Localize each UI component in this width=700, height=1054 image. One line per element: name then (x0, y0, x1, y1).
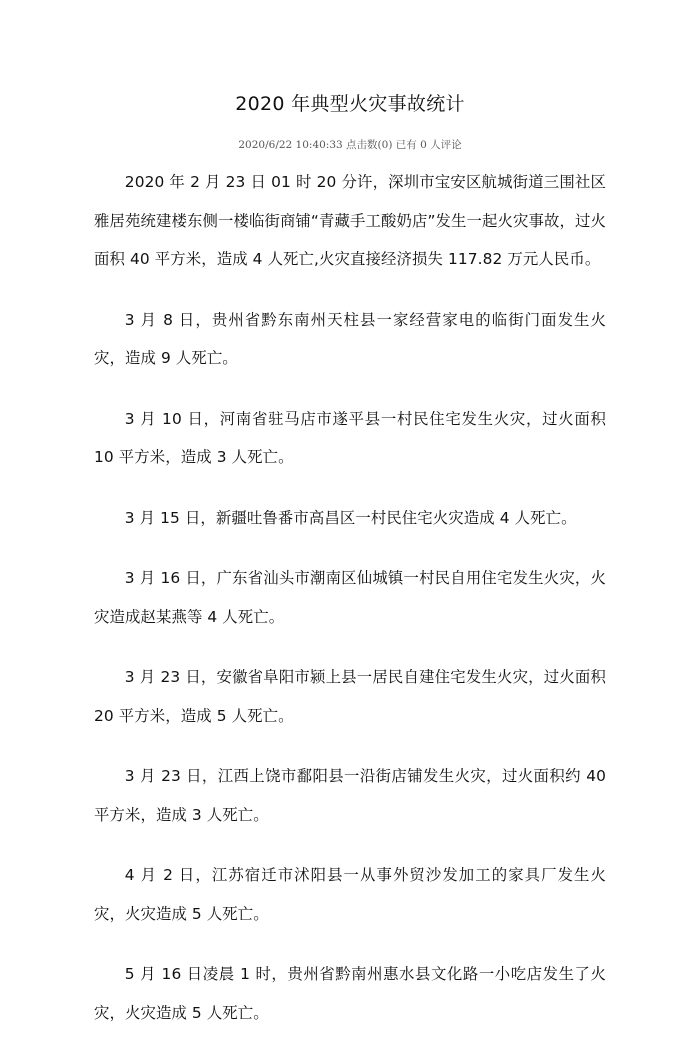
page-title: 2020 年典型火灾事故统计 (235, 93, 465, 115)
article-meta: 2020/6/22 10:40:33 点击数(0) 已有 0 人评论 (238, 139, 462, 151)
paragraph-3: 3 月 10 日，河南省驻马店市遂平县一村民住宅发生火灾，过火面积 10 平方米，造成 3 人死亡。 (94, 409, 606, 466)
paragraph-9: 5 月 16 日凌晨 1 时，贵州省黔南州惠水县文化路一小吃店发生了火灾，火灾造成 5 人死亡。 (94, 965, 606, 1022)
paragraph-8: 4 月 2 日，江苏宿迁市沭阳县一从事外贸沙发加工的家具厂发生火灾，火灾造成 5 人死亡。 (94, 866, 606, 923)
paragraph-1: 2020 年 2 月 23 日 01 时 20 分许，深圳市宝安区航城街道三围社区雅居苑统建楼东侧一楼临街商铺“青藏手工酸奶店”发生一起火灾事故，过火面积 40 平方米，造成 4 人死亡,火灾直接经济损失 117.82 万元人民币。 (94, 173, 606, 268)
paragraph-6: 3 月 23 日，安徽省阜阳市颍上县一居民自建住宅发生火灾，过火面积 20 平方米，造成 5 人死亡。 (94, 668, 606, 725)
paragraph-5: 3 月 16 日，广东省汕头市潮南区仙城镇一村民自用住宅发生火灾，火灾造成赵某燕等 4 人死亡。 (94, 569, 606, 626)
paragraph-7: 3 月 23 日，江西上饶市鄱阳县一沿街店铺发生火灾，过火面积约 40 平方米，造成 3 人死亡。 (94, 767, 606, 824)
paragraph-2: 3 月 8 日，贵州省黔东南州天柱县一家经营家电的临街门面发生火灾，造成 9 人死亡。 (94, 310, 606, 367)
paragraph-4: 3 月 15 日，新疆吐鲁番市高昌区一村民住宅火灾造成 4 人死亡。 (124, 508, 577, 527)
article-body (94, 163, 606, 1054)
